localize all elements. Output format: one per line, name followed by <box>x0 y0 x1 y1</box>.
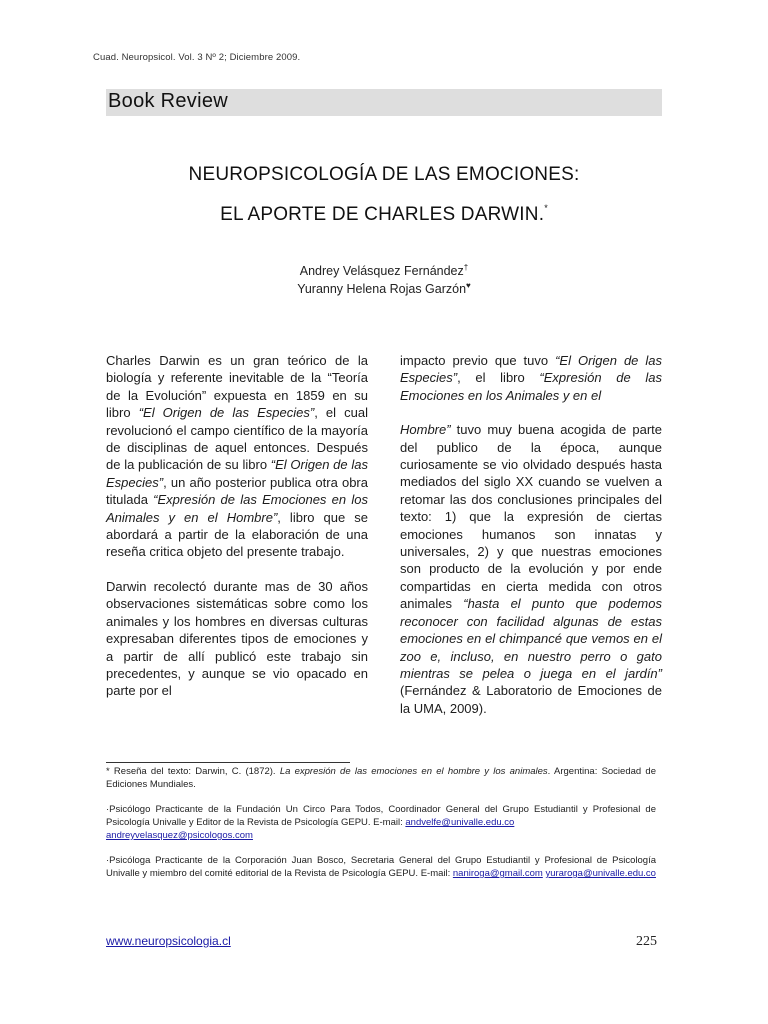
left-paragraph-2: Darwin recolectó durante mas de 30 años observaciones sistemáticas sobre como los animales y los hombres en diversas culturas expresaban diferentes tipos de emociones y a partir de allí publicó este trabajo sin precedentes, y aunque se vio opacado en parte por el <box>106 578 368 699</box>
author-2-name: Yuranny Helena Rojas Garzón <box>297 282 467 296</box>
text-run: ·Psicólogo Practicante de la Fundación Un Circo Para Todos, Coordinador General del Grupo Estudiantil y Profesional de Psicología Univalle y Editor de la Revista de Psicología GEPU. E-mail: <box>106 804 656 828</box>
website-link[interactable]: www.neuropsicologia.cl <box>106 934 231 948</box>
text-run: , el libro <box>457 370 540 386</box>
author-2 <box>0 281 768 296</box>
title-line2-text: EL APORTE DE CHARLES DARWIN. <box>220 204 545 225</box>
section-label: Book Review <box>108 90 229 112</box>
text-italic: “El Origen de las Especies” <box>400 353 662 386</box>
author-1-mark: † <box>463 263 469 272</box>
text-italic: “hasta el punto que podemos reconocer con facilidad algunas de estas emociones en el chimpancé que vemos en el zoo e, incluso, en nuestro perro o gato mientras se pelea o juega en el jardín” <box>400 596 662 681</box>
text-run: Charles Darwin es un gran teórico de la biología y referente inevitable de la “Teoría de la Evolución” expuesta en 1859 en su libro <box>106 353 368 421</box>
footnotes <box>106 765 656 880</box>
right-column <box>400 352 662 717</box>
article-title-line2 <box>0 203 768 226</box>
author-1 <box>0 263 768 278</box>
text-run: , el cual revolucionó el campo científico de la mayoría de disciplinas de aquel entonces. Después de la publicación de su libro <box>106 405 369 473</box>
text-italic: “Expresión de las Emociones en los Animales y en el <box>400 370 662 403</box>
text-italic: “Expresión de las Emociones en los Animales y en el Hombre” <box>106 492 368 525</box>
title-line1-text: NEUROPSICOLOGÍA DE LAS EMOCIONES: <box>188 164 580 185</box>
title-footnote-mark: * <box>544 203 548 213</box>
footnote-3 <box>106 854 656 880</box>
email-link[interactable]: naniroga@gmail.com <box>452 868 543 879</box>
text-run: * Reseña del texto: Darwin, C. (1872). <box>106 766 280 777</box>
section-header <box>106 89 662 116</box>
text-italic: “El Origen de las Especies” <box>138 405 315 421</box>
author-1-name: Andrey Velásquez Fernández <box>299 264 464 278</box>
footnote-divider <box>106 762 350 763</box>
text-run: ·Psicóloga Practicante de la Corporación Juan Bosco, Secretaria General del Grupo Estudiantil y Profesional de Psicología Univalle y miembro del comité editorial de la Revista de Psicología GEPU. E-mail: <box>106 855 656 879</box>
text-run: . Argentina: Sociedad de Ediciones Mundiales. <box>106 766 656 790</box>
text-italic: Hombre” <box>400 422 451 438</box>
left-paragraph-1 <box>106 352 368 561</box>
page-number: 225 <box>636 934 657 949</box>
text-run: tuvo muy buena acogida de parte del publico de la época, aunque curiosamente se vio olvidado después hasta mediados del siglo XX cuando se vuelven a retomar las dos conclusiones principales del texto: 1) que la expresión de ciertas emociones humanos son innatas y universales, 2) y que nuestras emociones son producto de la evolución y por ende compartidas en cierta medida con otros animales <box>400 422 662 612</box>
author-2-mark: ♥ <box>466 281 471 290</box>
text-italic: La expresión de las emociones en el hombre y los animales <box>279 766 548 777</box>
footnote-1 <box>106 765 656 791</box>
footnote-2 <box>106 803 656 842</box>
email-link[interactable]: andvelfe@univalle.edu.co <box>405 817 515 828</box>
text-run: , un año posterior publica otra obra titulada <box>106 474 368 508</box>
text-run: , libro que se abordará a partir de la elaboración de una reseña critica objeto del presente trabajo. <box>106 509 368 560</box>
email-link[interactable]: andreyvelasquez@psicologos.com <box>106 830 253 841</box>
email-link[interactable]: yuraroga@univalle.edu.co <box>545 868 656 879</box>
right-paragraph-1 <box>400 352 662 404</box>
text-italic: “El Origen de las Especies” <box>106 457 368 490</box>
journal-reference: Cuad. Neuropsicol. Vol. 3 Nº 2; Diciembre 2009. <box>93 52 301 63</box>
text-run: impacto previo que tuvo <box>400 353 556 368</box>
text-run: (Fernández & Laboratorio de Emociones de la UMA, 2009). <box>400 683 662 716</box>
article-title-line1 <box>0 164 768 186</box>
left-column <box>106 352 368 700</box>
right-paragraph-2 <box>400 421 662 717</box>
